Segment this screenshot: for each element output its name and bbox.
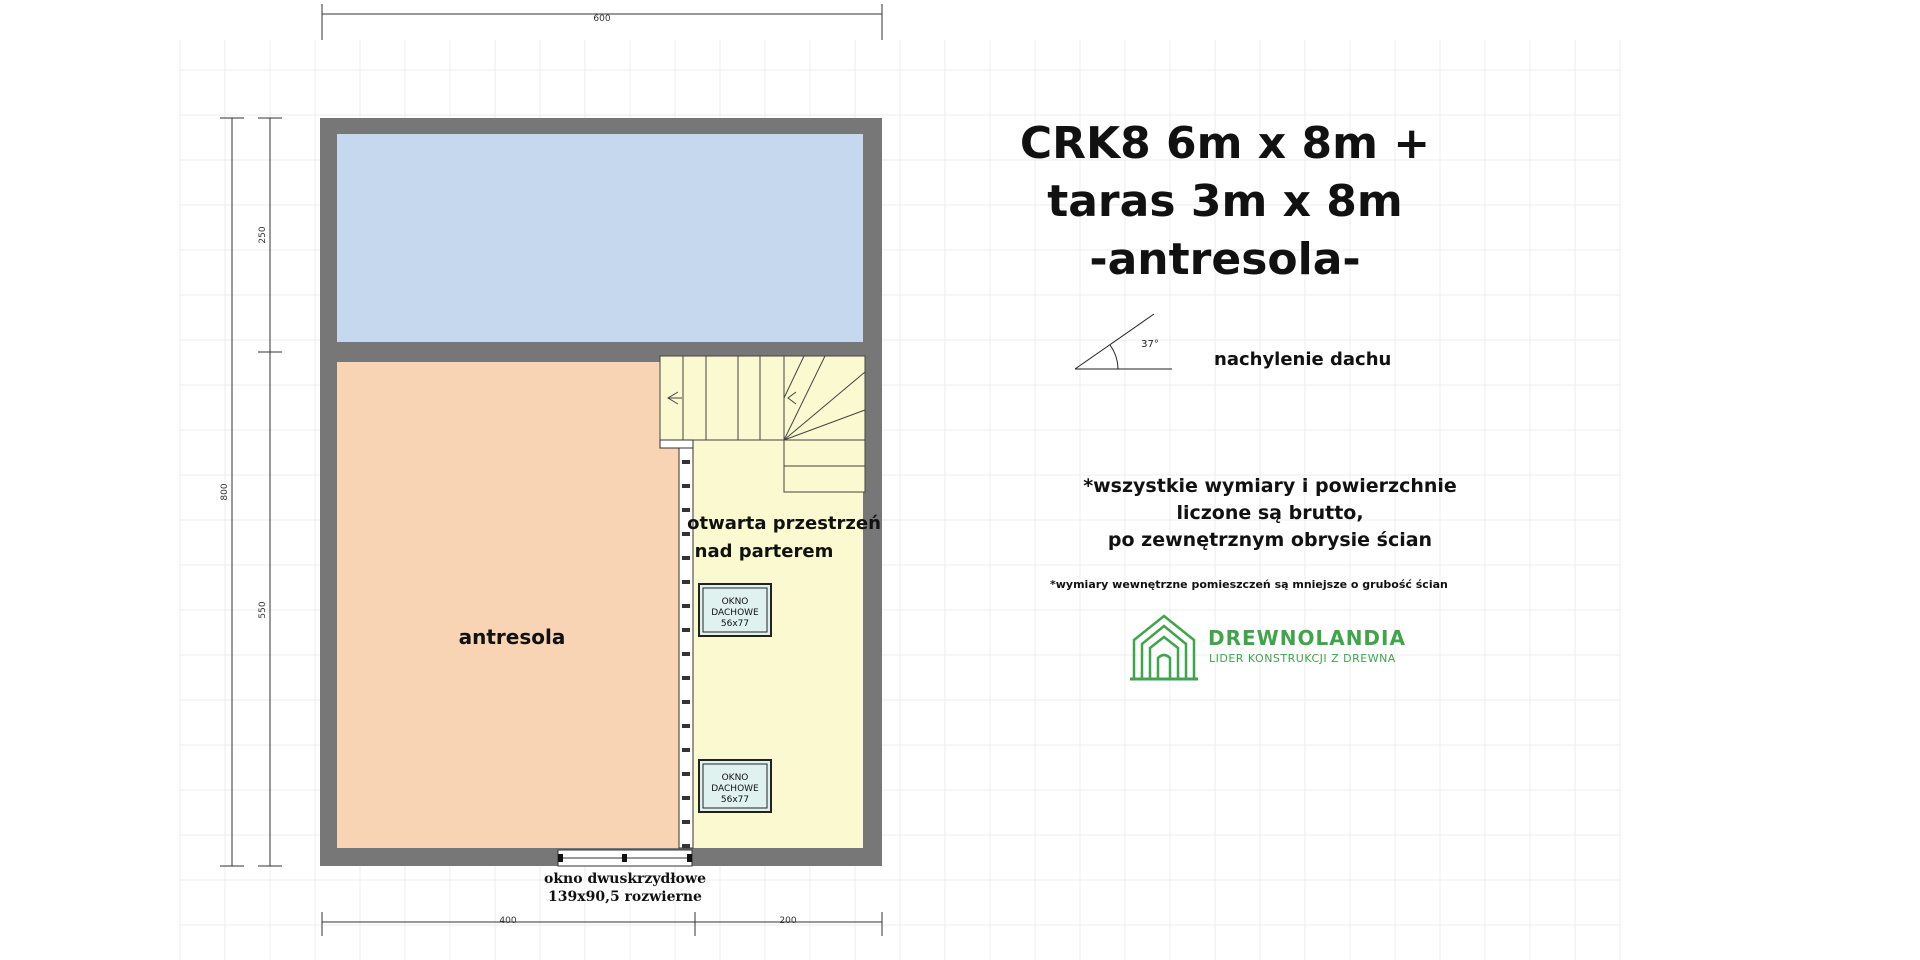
- railing-post: [682, 820, 690, 824]
- window-caption: [500, 870, 750, 906]
- dimension-top-label: 600: [593, 14, 611, 24]
- railing-post: [682, 676, 690, 680]
- dimension-note: [1040, 473, 1500, 554]
- railing-post: [682, 628, 690, 632]
- brand-tagline: LIDER KONSTRUKCJI Z DREWNA: [1209, 652, 1396, 665]
- antresola-room: [337, 362, 681, 848]
- note-line-1: *wszystkie wymiary i powierzchnie: [1083, 475, 1457, 497]
- railing-post: [682, 724, 690, 728]
- brand-logo: [1128, 610, 1418, 682]
- roof-angle-value: 37°: [1141, 339, 1159, 350]
- room-label-antresola: antresola: [458, 625, 566, 649]
- railing-bar: [679, 446, 693, 848]
- brand-name: DREWNOLANDIA: [1208, 626, 1406, 650]
- open-space-label-line2: nad parterem: [694, 541, 834, 562]
- dimension-left-total-label: 800: [220, 483, 230, 501]
- dimension-left-lower-label: 550: [258, 601, 268, 619]
- note-line-2: liczone są brutto,: [1176, 502, 1364, 524]
- skylight-1-line3: 56x77: [720, 619, 750, 629]
- house-tree-rings-icon: [1128, 610, 1200, 682]
- railing-post: [682, 556, 690, 560]
- skylight-2-line3: 56x77: [720, 795, 750, 805]
- dimension-bottom-left-label: 400: [499, 916, 517, 926]
- open-space-label-line1: otwarta przestrzeń: [687, 513, 881, 534]
- skylight-1-line2: DACHOWE: [711, 608, 759, 618]
- railing-post: [682, 604, 690, 608]
- railing-post: [682, 700, 690, 704]
- title-line-1: CRK8 6m x 8m +: [1019, 118, 1431, 169]
- dimension-left-upper-label: 250: [258, 226, 268, 244]
- railing-post: [682, 580, 690, 584]
- dimension-bottom: [322, 912, 882, 936]
- railing-post: [682, 484, 690, 488]
- railing-post: [682, 772, 690, 776]
- railing-top: [660, 440, 693, 448]
- railing-post: [682, 796, 690, 800]
- title-line-2: taras 3m x 8m: [1047, 176, 1403, 227]
- plan-title: [960, 115, 1490, 289]
- skylight-1: [699, 584, 771, 636]
- note-line-3: po zewnętrznym obrysie ścian: [1107, 529, 1433, 551]
- title-line-3: -antresola-: [1089, 234, 1361, 285]
- railing-post: [682, 652, 690, 656]
- railing-post: [682, 748, 690, 752]
- railing-post: [682, 508, 690, 512]
- dimension-bottom-right-label: 200: [779, 916, 797, 926]
- window-caption-line-1: okno dwuskrzydłowe: [544, 871, 706, 887]
- skylight-2: [699, 760, 771, 812]
- window-caption-line-2: 139x90,5 rozwierne: [548, 889, 702, 905]
- skylight-2-line2: DACHOWE: [711, 784, 759, 794]
- skylight-1-line1: OKNO: [721, 597, 749, 607]
- skylight-2-line1: OKNO: [721, 773, 749, 783]
- roof-pitch-label: nachylenie dachu: [1214, 349, 1392, 370]
- railing-post: [682, 460, 690, 464]
- double-window: [558, 850, 692, 866]
- terrace-area: [337, 134, 863, 342]
- interior-dimension-note: *wymiary wewnętrzne pomieszczeń są mniejsze o grubość ścian: [1050, 578, 1448, 591]
- railing-post: [682, 844, 690, 848]
